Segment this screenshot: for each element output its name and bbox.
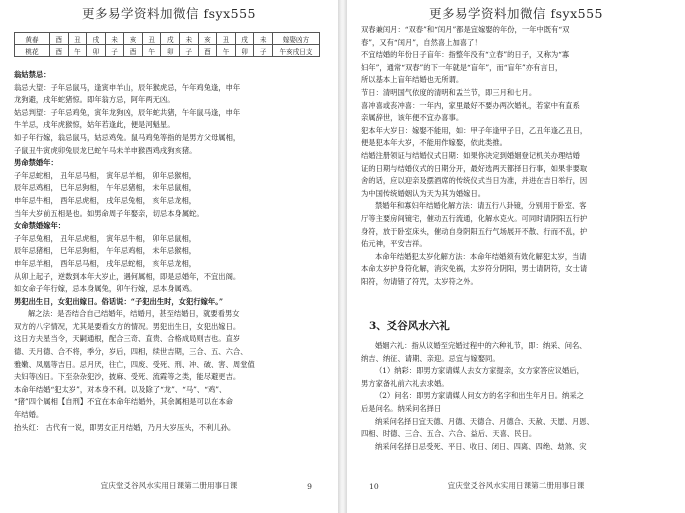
text-line: 男犯出生日，女犯出嫁日。俗话说：“子犯出生时，女犯行嫁年。” <box>14 296 224 306</box>
text-line: 证的日期与结婚仪式的日期分开，最好选两天都择日行事，如果非要取 <box>361 163 588 173</box>
text-line: （1）纳彩：即男方家请媒人去女方家提亲，女方家答应议婚后， <box>375 366 584 376</box>
text-line: 婚姻六礼：指从议婚至完婚过程中的六种礼节，即：纳采、问名、 <box>375 341 587 350</box>
table-cell: 丑 <box>68 33 87 45</box>
left-page-footer: 宜庆堂爻谷风水实用日课第二册用事日课 <box>100 481 238 490</box>
text-line: 男方家备礼前六礼去求婚。 <box>361 378 449 388</box>
text-line: 纳采问名择日宜天德、月德、天德合、月德合、天赦、天愿、月恩、 <box>375 416 594 426</box>
left-page-body <box>14 69 326 434</box>
text-line: 解之法：是否结合自己结婚年，结婚月，甚至结婚日，就要看男女 <box>28 309 240 319</box>
right-page-body <box>361 24 673 288</box>
text-line: 节日：清明国气依度的清明和盂兰节，即三月和七月。 <box>361 87 537 97</box>
table-cell: 戌 <box>87 33 106 45</box>
text-line: 女命禁婚嫁年： <box>14 221 66 231</box>
text-line: 舍的话，应以迎亲及摆酒席的传统仪式当日为准，并进在吉日举行，因 <box>361 176 588 186</box>
table-cell: 午 <box>217 45 236 57</box>
table-cell: 卯 <box>161 45 180 57</box>
table-cell: 子 <box>254 45 273 57</box>
text-line: 喜冲喜或丧冲喜：一年内，家里最好不要办两次婚礼，若家中有直系 <box>361 100 580 110</box>
right-page-footer: 宜庆堂爻谷风水实用日课第二册用事日课 <box>447 481 585 490</box>
text-line: 本命年结婚犯太岁化解方法：本命年结婚须有效化解犯太岁，当请 <box>375 251 587 261</box>
text-line: 双方的八字情况，尤其是要看女方的情况。男犯出生日，女犯出嫁日。 <box>14 321 241 331</box>
text-line: 本命太岁护身符化解，消灾免祸，太岁符分阴阳，男士请阴符，女士请 <box>361 264 588 274</box>
text-line: 阳符，勿请错了符咒，太岁符之外。 <box>361 276 478 286</box>
left-page-header: 更多易学资料加微信 fsyx555 <box>82 6 256 21</box>
text-line: 子年忌兔相， 丑年忌虎相， 寅年忌牛相， 卯年忌鼠相， <box>14 233 197 243</box>
text-line: 夫妇等凶日。下至杂杂犯沙，披麻、受死、流霞等之类，能尽避更吉。 <box>14 372 241 382</box>
table-cell: 午 <box>68 45 87 57</box>
text-line: 亲属辞世，该年便不宜办喜事。 <box>361 113 464 123</box>
text-line: 翁忌大望：子年忌鼠马，逢寅申羊山，辰年猴虎忌，午年鸡兔逢，申年 <box>14 82 241 92</box>
table-cell: 酉 <box>50 45 69 57</box>
book-gutter <box>338 0 347 513</box>
text-line: 四相、时德、三合、五合、六合、益后、天喜、民日。 <box>361 429 537 439</box>
text-line: 妇年”，通常“双春”的下一年就是“盲年”，而“盲年”亦有言日， <box>361 62 563 72</box>
marriage-direction-table <box>14 32 320 57</box>
text-line: 便是犯本年大岁，不能用作嫁娶，依此类推。 <box>361 138 507 148</box>
table-cell: 酉 <box>198 45 217 57</box>
table-row <box>15 45 320 57</box>
text-line: 佑元神，平安吉祥。 <box>361 239 427 249</box>
table-cell: 桃花 <box>15 45 50 57</box>
table-cell: 戌 <box>161 33 180 45</box>
right-page-body-continued <box>361 340 673 453</box>
text-line: 后是问名。纳采问名择日 <box>361 403 442 413</box>
table-cell: 戌 <box>235 33 254 45</box>
text-line: 德、天月德、合不将，季分，岁后，四相，续世吉期，三合、五、六合、 <box>14 347 248 357</box>
table-cell: 黄春 <box>15 33 50 45</box>
text-line: 身符，放于卧室床头，催动自身阴阳五行气场展开不散、行而不乱，护 <box>361 226 588 236</box>
text-line: 结婚注册领证与结婚仪式日期：如果你决定到婚姻登记机关办理结婚 <box>361 150 580 160</box>
text-line: （2）问名：即男方家请媒人问女方的名字和出生年月日。纳采之 <box>375 391 584 401</box>
text-line: 厅等主要房间镜宅，催动五行流通，化解水克火。可同时请阴阳五行护 <box>361 213 588 223</box>
text-line: 如子年行嫁，翁忌鼠马，姑忌鸡兔。鼠马鸡兔等指的是男方父母属相， <box>14 132 241 142</box>
table-cell: 亥 <box>124 33 143 45</box>
left-page-number: 9 <box>307 482 312 491</box>
table-cell: 子 <box>180 45 199 57</box>
text-line: 姑忌判望：子年忌鸡兔，寅年龙狗凶，辰年蛇共猪，午年鼠马逢，申年 <box>14 107 241 117</box>
table-cell: 丑 <box>217 33 236 45</box>
text-line: 牛羊忌，戌年虎猴惊，姑年若逢此，便是河魁星。 <box>14 120 175 130</box>
table-cell: 未 <box>105 33 124 45</box>
left-page <box>0 0 338 513</box>
table-cell: 子 <box>105 45 124 57</box>
text-line: 纳吉、纳征、请期、亲迎。忌宜与嫁娶同。 <box>361 353 500 363</box>
text-line: 从卯上起子，逆数到本年大岁止，遇何属相，即是忌婚年，不宜出阁。 <box>14 271 241 281</box>
text-line: 子年忌蛇相， 丑年忌马相， 寅年忌羊相， 卯年忌猴相， <box>14 170 197 180</box>
table-row <box>15 33 320 45</box>
right-page-header: 更多易学资料加微信 fsyx555 <box>429 6 603 21</box>
text-line: 申年忌牛相， 酉年忌虎相， 戌年忌兔相， 亥年忌龙相， <box>14 195 197 205</box>
text-line: 双春兼闰月：“双春”和“闰月”都是宜嫁娶的年份，一年中既有“双 <box>361 25 570 34</box>
table-cell: 酉 <box>50 33 69 45</box>
text-line: 子鼠丑牛寅虎卯兔辰龙巳蛇午马未羊申猴酉鸡戌狗亥猪。 <box>14 145 197 155</box>
text-line: 犯本年大岁日：嫁娶不能用，如：甲子年逢甲子日，乙丑年逢乙丑日， <box>361 125 588 135</box>
section-title: 3、爻谷风水六礼 <box>369 320 450 332</box>
text-line: 辰年忌鸡相， 巳年忌狗相， 午年忌猪相， 未年忌鼠相， <box>14 183 197 193</box>
table-cell: 卯 <box>87 45 106 57</box>
right-page <box>347 0 685 513</box>
table-cell: 卯 <box>235 45 254 57</box>
table-cell: 午 <box>142 45 161 57</box>
table-cell: 丑 <box>142 33 161 45</box>
table-cell: 酉 <box>124 45 143 57</box>
text-line: 年结婚。 <box>14 410 44 420</box>
text-line: “猪”四个属相【自刑】不宜在本命年结婚外，其余属相是可以在本命 <box>14 397 234 407</box>
text-line: 本命年结婚“犯太岁”，对本身不利。以及除了“龙”、“马”、“鸡”、 <box>14 384 227 394</box>
right-page-number: 10 <box>369 482 379 491</box>
text-line: 这日方夫星当令，天嗣通根，配合三奇、直贵、合格成局则吉也。直岁 <box>14 334 241 344</box>
text-line: 春”，又有“闰月”，自然喜上加喜了！ <box>361 37 482 47</box>
table-cell: 亥 <box>198 33 217 45</box>
text-line: 为中国传统婚姻认为天为其为婚嫁日。 <box>361 188 486 198</box>
text-line: 当年大岁前五相是也。如男命周子年娶亲，切忌本身属蛇。 <box>14 208 204 218</box>
text-line: 如女命子年行嫁，忌本身属兔，卯午行嫁，忌本身属鸡。 <box>14 284 197 294</box>
text-line: 辰年忌猪相， 巳年忌狗相， 午年忌鸡相， 未年忌猴相， <box>14 246 197 256</box>
text-line: 纳采问名择日忌受死、平日、收日、闭日、四离、四绝、劫煞、灾 <box>375 441 587 451</box>
text-line: 不宜结婚的年份日子盲年：指整年没有“立春”的日子，又称为“寡 <box>361 50 570 60</box>
table-cell: 未 <box>180 33 199 45</box>
table-cell: 嫁娶凶方 <box>273 33 320 45</box>
text-line: 男命禁婚年： <box>14 158 58 168</box>
table-cell: 午亥戌日支 <box>273 45 320 57</box>
text-line: 雅嫩、凤凰等吉日。忌月厌，往亡，四废、受死、刑、冲、破、害、周堂值 <box>14 359 255 369</box>
text-line: 抬头红： 古代有一说，即男女正月结婚，乃月大岁压头，不利儿孙。 <box>14 422 236 432</box>
text-line: 所以基本上盲年结婚也无所谓。 <box>361 75 464 85</box>
text-line: 翁姑禁忌： <box>14 70 51 79</box>
text-line: 龙狗避，戌年蛇猪惊。即年翁方忌，阿年两无凶。 <box>14 95 175 105</box>
text-line: 禁婚年和寡妇年结婚化解方法：请五行八卦镜，分别用于卧室、客 <box>375 201 587 211</box>
table-cell: 未 <box>254 33 273 45</box>
text-line: 申年忌羊相， 酉年忌马相， 戌年忌蛇相， 亥年忌龙相， <box>14 258 197 268</box>
